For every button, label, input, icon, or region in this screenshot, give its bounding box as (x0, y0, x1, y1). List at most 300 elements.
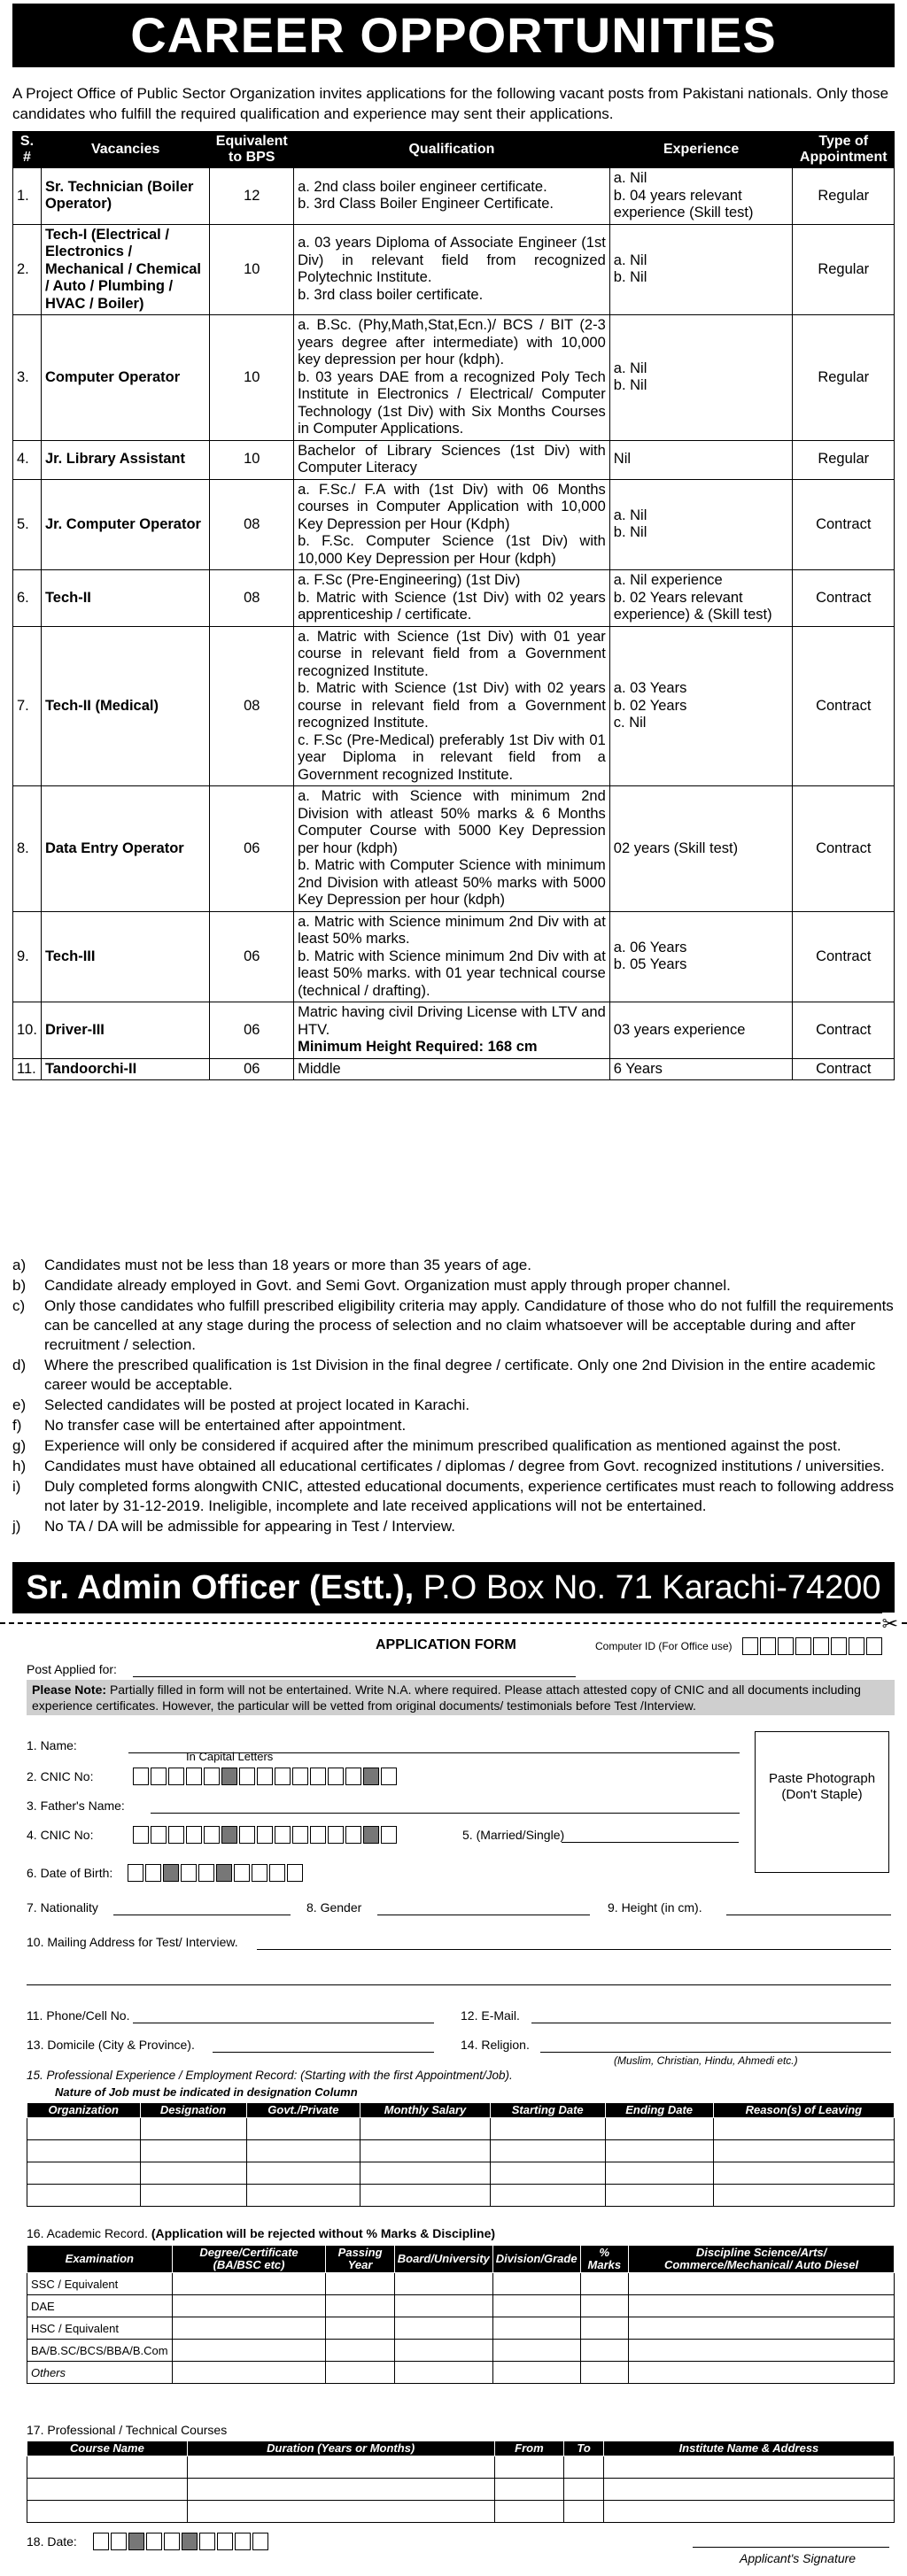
entry-cell[interactable] (490, 2118, 605, 2140)
page-title: CAREER OPPORTUNITIES (12, 4, 895, 67)
vacancy-name: Jr. Library Assistant (41, 440, 210, 479)
term-item (12, 1276, 895, 1296)
qualification-item: Middle (298, 1060, 341, 1077)
qualification-item: b. Matric with Science (1st Div) with 02 years course in relevant field from a Government recognized Institute. (298, 680, 606, 731)
qualification-item: a. F.Sc./ F.A with (1st Div) with 06 Months courses in Computer Application with 10,000 Key Depression per Hour (Kdph) (298, 481, 606, 532)
term-letter: j) (12, 1518, 21, 1535)
experience-item: b. 05 Years (613, 956, 687, 973)
father-name-field[interactable] (151, 1813, 740, 1814)
appointment-type: Regular (793, 440, 895, 479)
serial-number: 5. (13, 479, 42, 570)
qualification-item: b. Matric with Science minimum 2nd Div with at least 50% marks. with 01 year technical course (technical / drafting). (298, 948, 606, 999)
photo-box[interactable] (755, 1731, 889, 1873)
experience-cell (609, 626, 793, 786)
vacancy-name: Tandoorchi-II (41, 1058, 210, 1080)
father-cnic-boxes[interactable] (133, 1826, 399, 1844)
experience-cell (609, 570, 793, 627)
please-note-box (27, 1680, 895, 1715)
column-header: Division/Grade (492, 2246, 580, 2273)
entry-cell[interactable] (492, 2295, 580, 2317)
entry-cell[interactable] (605, 2118, 713, 2140)
table-row (27, 2162, 895, 2185)
address-po-box: P.O Box No. 71 Karachi-74200 (414, 1569, 881, 1606)
entry-cell[interactable] (326, 2295, 394, 2317)
vacancy-row (13, 786, 895, 912)
vacancy-name: Jr. Computer Operator (41, 479, 210, 570)
experience-item: c. Nil (613, 715, 647, 731)
entry-cell[interactable] (360, 2162, 491, 2185)
cnic-boxes[interactable] (133, 1768, 399, 1785)
entry-cell[interactable] (490, 2162, 605, 2185)
qualification-item: a. B.Sc. (Phy,Math,Stat,Ecn.)/ BCS / BIT (2-3 years degree after intermediate) with 10,000 key depression per hour (kdph). (298, 317, 606, 367)
signature-label: Applicant's Signature (740, 2551, 857, 2565)
entry-cell[interactable] (27, 2501, 188, 2523)
entry-cell[interactable] (326, 2340, 394, 2362)
entry-cell[interactable] (564, 2501, 604, 2523)
qualification-item: a. Matric with Science (1st Div) with 01 year course in relevant field from a Government recognized Institute. (298, 628, 606, 679)
column-header: Passing Year (326, 2246, 394, 2273)
entry-cell[interactable] (172, 2317, 326, 2340)
term-text: Experience will only be considered if acquired after the minimum prescribed qualification as mentioned against the post. (44, 1437, 841, 1454)
entry-cell[interactable] (494, 2479, 564, 2501)
terms-list (12, 1256, 895, 1537)
entry-cell[interactable] (605, 2162, 713, 2185)
qualification-cell (294, 479, 610, 570)
bps-grade: 06 (210, 786, 294, 912)
vacancy-row (13, 315, 895, 441)
qualification-item: b. Matric with Computer Science with minimum 2nd Division with atleast 50% marks with 5000 Key Depression per hour (kdph) (298, 857, 606, 908)
bps-grade: 06 (210, 911, 294, 1002)
address-recipient: Sr. Admin Officer (Estt.), (26, 1569, 415, 1606)
entry-cell[interactable] (629, 2273, 895, 2295)
vacancy-row (13, 1002, 895, 1059)
entry-cell[interactable] (580, 2317, 629, 2340)
term-text: Where the prescribed qualification is 1st Division in the final degree / certificate. Only one 2nd Division in the entire academic career would be acceptable. (44, 1357, 876, 1393)
entry-cell[interactable] (172, 2295, 326, 2317)
entry-cell[interactable] (492, 2317, 580, 2340)
entry-cell[interactable] (494, 2456, 564, 2479)
qualification-item: Matric having civil Driving License with LTV and HTV. (298, 1004, 606, 1038)
vacancy-name: Tech-I (Electrical / Electronics / Mechanical / Chemical / Auto / Plumbing / HVAC / Boiler) (41, 224, 210, 315)
experience-item: 02 years (Skill test) (613, 839, 739, 856)
vacancy-row (13, 224, 895, 315)
entry-cell[interactable] (140, 2140, 246, 2162)
mailing-address-field[interactable] (257, 1949, 891, 1950)
column-header: Board/University (394, 2246, 492, 2273)
religion-hint: (Muslim, Christian, Hindu, Ahmedi etc.) (614, 2054, 798, 2067)
please-note-text: Partially filled in form will not be entertained. Write N.A. where required. Please attach attested copy of CNIC and all documents including experience certificates. However, the particular will be vetted from original documents/ testimonials before Test /Interview. (32, 1683, 861, 1713)
column-header: From (494, 2441, 564, 2456)
entry-cell[interactable] (246, 2162, 360, 2185)
dob-label: 6. Date of Birth: (27, 1866, 113, 1880)
father-cnic-label: 4. CNIC No: (27, 1828, 94, 1842)
entry-cell[interactable] (394, 2273, 492, 2295)
entry-cell[interactable] (172, 2273, 326, 2295)
experience-item: a. Nil (613, 360, 647, 376)
bps-grade: 12 (210, 168, 294, 225)
table-row (27, 2340, 895, 2362)
name-label: 1. Name: (27, 1738, 77, 1752)
academic-title-warning: (Application will be rejected without % Marks & Discipline) (151, 2226, 496, 2240)
column-header: % Marks (580, 2246, 629, 2273)
gender-label: 8. Gender (306, 1900, 362, 1915)
entry-cell[interactable] (27, 2118, 141, 2140)
column-header: Qualification (294, 132, 610, 168)
entry-cell[interactable] (187, 2501, 494, 2523)
entry-cell[interactable] (360, 2185, 491, 2207)
entry-cell[interactable] (629, 2340, 895, 2362)
appointment-type: Contract (793, 1058, 895, 1080)
table-row (27, 2479, 895, 2501)
term-text: Only those candidates who fulfill prescribed eligibility criteria may apply. Candidature of those who do not fulfill the requirements can be cancelled at any stage during the process of selection and no claim whatsoever will be acceptable during and after recruitment / selection. (44, 1297, 894, 1353)
experience-item: a. Nil (613, 507, 647, 523)
entry-cell[interactable] (580, 2340, 629, 2362)
term-letter: c) (12, 1297, 26, 1314)
entry-cell[interactable] (492, 2362, 580, 2384)
entry-cell[interactable] (629, 2317, 895, 2340)
entry-cell[interactable] (713, 2118, 894, 2140)
entry-cell[interactable] (140, 2185, 246, 2207)
date-boxes[interactable] (93, 2533, 270, 2550)
vacancy-name: Computer Operator (41, 315, 210, 441)
courses-section-title: 17. Professional / Technical Courses (27, 2423, 228, 2437)
term-letter: h) (12, 1458, 27, 1474)
term-text: Candidate already employed in Govt. and Semi Govt. Organization must apply through proper channel. (44, 1277, 731, 1294)
bps-grade: 08 (210, 570, 294, 627)
entry-cell[interactable] (360, 2140, 491, 2162)
entry-cell[interactable] (490, 2185, 605, 2207)
entry-cell[interactable] (27, 2456, 188, 2479)
term-item (12, 1296, 895, 1355)
nationality-label: 7. Nationality (27, 1900, 98, 1915)
qualification-item: b. 3rd Class Boiler Engineer Certificate. (298, 196, 554, 213)
bps-grade: 10 (210, 440, 294, 479)
experience-item: b. Nil (613, 524, 647, 541)
capital-letters-hint: In Capital Letters (186, 1750, 274, 1763)
experience-item: b. 02 Years (613, 697, 687, 714)
academic-table (27, 2245, 895, 2384)
experience-cell (609, 224, 793, 315)
qualification-item: b. 03 years DAE from a recognized Poly Tech Institute in Electronics / Electrical/ Computer Technology (1st Div) with Six Months Courses in Computer Applications. (298, 368, 606, 437)
vacancy-row (13, 479, 895, 570)
table-row (27, 2273, 895, 2295)
table-row (27, 2295, 895, 2317)
experience-cell (609, 911, 793, 1002)
vacancy-row (13, 626, 895, 786)
bps-grade: 08 (210, 479, 294, 570)
experience-cell (609, 786, 793, 912)
bps-grade: 06 (210, 1002, 294, 1059)
appointment-type: Contract (793, 786, 895, 912)
column-header: Course Name (27, 2441, 188, 2456)
qualification-cell (294, 786, 610, 912)
photo-instruction: Paste Photograph (Don't Staple) (768, 1771, 876, 1802)
serial-number: 1. (13, 168, 42, 225)
qualification-cell (294, 168, 610, 225)
term-text: Duly completed forms alongwith CNIC, attested educational documents, experience certificates must reach to following address not later by 31-12-2019. Ineligible, incomplete and late received applications will not be entertained. (44, 1478, 895, 1514)
vacancy-name: Tech-III (41, 911, 210, 1002)
entry-cell[interactable] (580, 2295, 629, 2317)
entry-cell[interactable] (326, 2317, 394, 2340)
entry-cell[interactable] (580, 2362, 629, 2384)
column-header: Institute Name & Address (603, 2441, 894, 2456)
entry-cell[interactable] (713, 2185, 894, 2207)
entry-cell[interactable] (713, 2140, 894, 2162)
vacancy-row (13, 168, 895, 225)
entry-cell[interactable] (580, 2273, 629, 2295)
qualification-item: b. Matric with Science (1st Div) with 02 years apprenticeship / certificate. (298, 589, 606, 623)
qualification-item: b. 3rd class boiler certificate. (298, 286, 484, 303)
entry-cell[interactable] (187, 2479, 494, 2501)
entry-cell[interactable] (27, 2140, 141, 2162)
experience-item: 03 years experience (613, 1021, 746, 1038)
term-letter: b) (12, 1277, 27, 1294)
form-title: APPLICATION FORM (376, 1637, 516, 1652)
column-header: Type of Appointment (793, 132, 895, 168)
column-header: Organization (27, 2103, 141, 2118)
qualification-item: a. F.Sc (Pre-Engineering) (1st Div) (298, 572, 521, 588)
qualification-item: b. F.Sc. Computer Science (1st Div) with 10,000 Key Depression per Hour (kdph) (298, 533, 606, 567)
entry-cell[interactable] (360, 2118, 491, 2140)
serial-number: 4. (13, 440, 42, 479)
column-header: Examination (27, 2246, 173, 2273)
entry-cell[interactable] (27, 2162, 141, 2185)
vacancies-table (12, 131, 895, 1080)
entry-cell[interactable] (394, 2340, 492, 2362)
entry-cell[interactable] (246, 2118, 360, 2140)
column-header: Reason(s) of Leaving (713, 2103, 894, 2118)
religion-label: 14. Religion. (461, 2038, 530, 2052)
experience-cell (609, 479, 793, 570)
experience-item: a. Nil (613, 170, 647, 186)
entry-cell[interactable] (490, 2140, 605, 2162)
qualification-cell (294, 440, 610, 479)
experience-item: b. 04 years relevant experience (Skill test) (613, 187, 754, 220)
table-row (27, 2456, 895, 2479)
qualification-item: a. 03 years Diploma of Associate Engineer (1st Div) in relevant field from recognized Polytechnic Institute. (298, 235, 606, 286)
computer-id-label: Computer ID (For Office use) (595, 1640, 733, 1652)
experience-cell (609, 1002, 793, 1059)
height-label: 9. Height (in cm). (608, 1900, 702, 1915)
vacancy-name: Data Entry Operator (41, 786, 210, 912)
column-header: Discipline Science/Arts/ Commerce/Mechanical/ Auto Diesel (629, 2246, 895, 2273)
entry-cell[interactable] (603, 2479, 894, 2501)
entry-cell[interactable] (394, 2362, 492, 2384)
term-letter: f) (12, 1417, 22, 1434)
column-header: Monthly Salary (360, 2103, 491, 2118)
experience-item: a. 06 Years (613, 939, 687, 955)
experience-section-title: 15. Professional Experience / Employment Record: (Starting with the first Appointment/Job). (27, 2069, 513, 2082)
entry-cell[interactable] (140, 2162, 246, 2185)
entry-cell[interactable] (629, 2362, 895, 2384)
entry-cell[interactable] (172, 2362, 326, 2384)
term-text: Selected candidates will be posted at project located in Karachi. (44, 1396, 470, 1413)
column-header: Designation (140, 2103, 246, 2118)
entry-cell[interactable] (27, 2479, 188, 2501)
qualification-item: a. Matric with Science with minimum 2nd Division with atleast 50% marks & 6 Months Computer Course with 5000 Key Depression per hour (kdph) (298, 788, 606, 856)
column-header: Ending Date (605, 2103, 713, 2118)
appointment-type: Contract (793, 479, 895, 570)
vacancy-name: Driver-III (41, 1002, 210, 1059)
term-item (12, 1517, 895, 1536)
vacancy-row (13, 1058, 895, 1080)
qualification-item: a. 2nd class boiler engineer certificate. (298, 178, 547, 195)
serial-number: 9. (13, 911, 42, 1002)
term-letter: d) (12, 1357, 27, 1373)
signature-line[interactable] (693, 2547, 889, 2548)
entry-cell[interactable] (492, 2273, 580, 2295)
dob-boxes[interactable] (128, 1864, 305, 1882)
appointment-type: Regular (793, 315, 895, 441)
column-header: To (564, 2441, 604, 2456)
qualification-item: Bachelor of Library Sciences (1st Div) with Computer Literacy (298, 442, 606, 476)
mailing-address-label: 10. Mailing Address for Test/ Interview. (27, 1935, 238, 1949)
experience-cell (609, 1058, 793, 1080)
please-note-label: Please Note: (32, 1683, 107, 1697)
father-name-label: 3. Father's Name: (27, 1799, 125, 1813)
bps-grade: 06 (210, 1058, 294, 1080)
vacancy-row (13, 911, 895, 1002)
marital-status-label: 5. (Married/Single) (462, 1828, 565, 1842)
post-applied-field[interactable] (133, 1676, 576, 1677)
experience-item: a. 03 Years (613, 680, 687, 696)
term-item (12, 1416, 895, 1435)
entry-cell[interactable] (605, 2185, 713, 2207)
serial-number: 3. (13, 315, 42, 441)
term-text: Candidates must not be less than 18 years or more than 35 years of age. (44, 1257, 531, 1273)
phone-label: 11. Phone/Cell No. (27, 2008, 130, 2023)
experience-item: b. Nil (613, 377, 647, 394)
column-header: Degree/Certificate (BA/BSC etc) (172, 2246, 326, 2273)
row-label: BA/B.SC/BCS/BBA/B.Com (27, 2340, 173, 2362)
qualification-cell (294, 911, 610, 1002)
term-letter: i) (12, 1478, 21, 1495)
qualification-item: a. Matric with Science minimum 2nd Div with at least 50% marks. (298, 913, 606, 947)
column-header: Experience (609, 132, 793, 168)
entry-cell[interactable] (326, 2362, 394, 2384)
entry-cell[interactable] (172, 2340, 326, 2362)
experience-item: a. Nil (613, 251, 647, 268)
computer-id-boxes[interactable] (742, 1637, 884, 1655)
domicile-label: 13. Domicile (City & Province). (27, 2038, 195, 2052)
appointment-type: Contract (793, 626, 895, 786)
serial-number: 6. (13, 570, 42, 627)
term-letter: a) (12, 1257, 27, 1273)
entry-cell[interactable] (605, 2140, 713, 2162)
qualification-requirement: Minimum Height Required: 168 cm (298, 1039, 538, 1055)
cut-line (0, 1622, 907, 1624)
entry-cell[interactable] (27, 2185, 141, 2207)
mailing-address-field-2[interactable] (27, 1984, 891, 1985)
column-header: S. # (13, 132, 42, 168)
entry-cell[interactable] (629, 2295, 895, 2317)
serial-number: 8. (13, 786, 42, 912)
vacancy-row (13, 570, 895, 627)
appointment-type: Regular (793, 168, 895, 225)
table-row (27, 2362, 895, 2384)
term-text: Candidates must have obtained all educational certificates / diplomas / degree from Govt. recognized institutions / universities. (44, 1458, 885, 1474)
entry-cell[interactable] (603, 2456, 894, 2479)
entry-cell[interactable] (246, 2140, 360, 2162)
religion-field[interactable] (540, 2052, 891, 2053)
qualification-cell (294, 1002, 610, 1059)
entry-cell[interactable] (246, 2185, 360, 2207)
experience-cell (609, 440, 793, 479)
appointment-type: Contract (793, 570, 895, 627)
appointment-type: Contract (793, 911, 895, 1002)
term-item (12, 1356, 895, 1395)
term-text: No TA / DA will be admissible for appearing in Test / Interview. (44, 1518, 455, 1535)
entry-cell[interactable] (394, 2317, 492, 2340)
bps-grade: 10 (210, 224, 294, 315)
entry-cell[interactable] (603, 2501, 894, 2523)
academic-title-text: 16. Academic Record. (27, 2226, 148, 2240)
experience-section-subtitle: Nature of Job must be indicated in designation Column (55, 2085, 358, 2099)
term-text: No transfer case will be entertained after appointment. (44, 1417, 407, 1434)
entry-cell[interactable] (326, 2273, 394, 2295)
term-letter: g) (12, 1437, 27, 1454)
entry-cell[interactable] (494, 2501, 564, 2523)
table-row (27, 2118, 895, 2140)
qualification-cell (294, 315, 610, 441)
row-label: DAE (27, 2295, 173, 2317)
experience-cell (609, 315, 793, 441)
entry-cell[interactable] (564, 2479, 604, 2501)
term-item (12, 1256, 895, 1275)
experience-item: b. 02 Years relevant experience) & (Skill test) (613, 589, 772, 623)
row-label: Others (27, 2362, 173, 2384)
experience-table (27, 2102, 895, 2207)
vacancy-name: Tech-II (41, 570, 210, 627)
row-label: HSC / Equivalent (27, 2317, 173, 2340)
experience-cell (609, 168, 793, 225)
serial-number: 2. (13, 224, 42, 315)
vacancy-row (13, 440, 895, 479)
term-item (12, 1436, 895, 1456)
entry-cell[interactable] (713, 2162, 894, 2185)
table-row (27, 2185, 895, 2207)
intro-text: A Project Office of Public Sector Organization invites applications for the following vacant posts from Pakistani nationals. Only those candidates who fulfill the required qualification and experience may sent their applications. (12, 85, 889, 122)
entry-cell[interactable] (564, 2456, 604, 2479)
vacancy-name: Sr. Technician (Boiler Operator) (41, 168, 210, 225)
domicile-field[interactable] (213, 2052, 434, 2053)
address-banner (12, 1562, 895, 1613)
entry-cell[interactable] (394, 2295, 492, 2317)
column-header: Starting Date (490, 2103, 605, 2118)
academic-section-title (27, 2226, 495, 2240)
entry-cell[interactable] (140, 2118, 246, 2140)
experience-item: 6 Years (613, 1060, 663, 1077)
table-header-row (13, 132, 895, 168)
bps-grade: 10 (210, 315, 294, 441)
term-item (12, 1457, 895, 1476)
cnic-label: 2. CNIC No: (27, 1769, 94, 1783)
entry-cell[interactable] (187, 2456, 494, 2479)
appointment-type: Contract (793, 1002, 895, 1059)
serial-number: 11. (13, 1058, 42, 1080)
marital-status-field[interactable] (562, 1842, 739, 1843)
term-item (12, 1396, 895, 1415)
entry-cell[interactable] (492, 2340, 580, 2362)
bps-grade: 08 (210, 626, 294, 786)
experience-item: a. Nil experience (613, 572, 723, 588)
experience-item: Nil (613, 451, 632, 468)
courses-table (27, 2441, 895, 2523)
email-label: 12. E-Mail. (461, 2008, 520, 2023)
qualification-cell (294, 224, 610, 315)
term-item (12, 1477, 895, 1516)
scissors-icon: ✂ (881, 1613, 898, 1635)
